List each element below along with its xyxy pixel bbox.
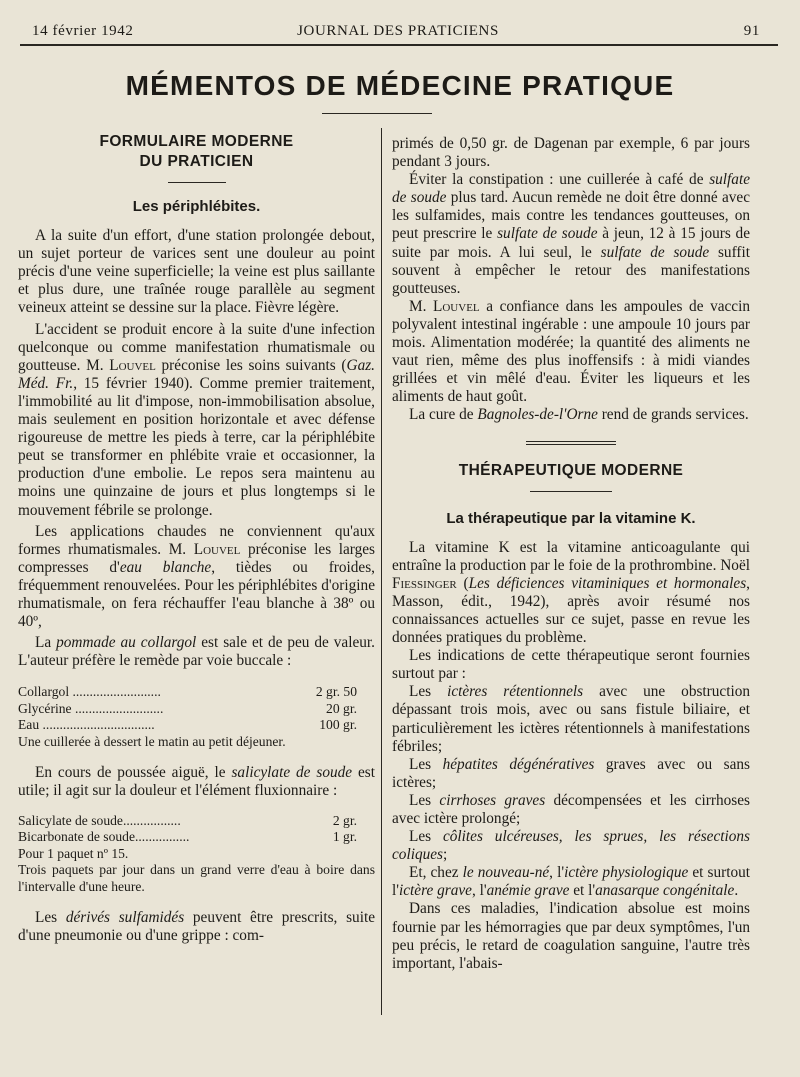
paragraph (392, 539, 750, 648)
emphasis: pommade au collargol (56, 634, 197, 652)
section-rule (530, 491, 612, 492)
section-heading-line-1: FORMULAIRE MODERNE (99, 133, 294, 150)
section-separator (526, 441, 616, 445)
recipe-row (18, 684, 375, 701)
text-run: avec une obstruction dépassant trois mois, avec ou sans fistule biliaire, et particulièrement les ictères rétentionnels à manifestations fébriles; (392, 683, 751, 755)
text-run: à jeun, 12 à 15 jours de suite par mois. A lui seul, le (392, 225, 750, 261)
recipe-table-salicylate (18, 813, 375, 846)
author-name: Louvel (433, 297, 480, 315)
text-run: préconise les soins suivants ( (155, 356, 347, 374)
text-run: est utile; il agit sur la douleur et l'élément fluxionnaire : (18, 764, 375, 800)
paragraph (18, 634, 375, 670)
emphasis: sulfate de soude (600, 243, 710, 261)
text-run: préconise les larges compresses d' (18, 540, 375, 576)
recipe-table-collargol (18, 684, 375, 734)
recipe-row (18, 701, 375, 718)
emphasis: ictère grave (399, 882, 472, 900)
text-run: . (734, 882, 739, 900)
paragraph (392, 756, 750, 792)
header-rule (20, 44, 778, 46)
text-run: , tièdes ou froides, fréquemment renouvelées. Pour les périphlébites d'origine rhumatismale, on fera réchauffer l'eau blanche à 38º ou 40º, (18, 558, 375, 631)
paragraph: Les indications de cette thérapeutique seront fournies surtout par : (392, 647, 750, 683)
author-name: Fiessinger (392, 574, 457, 592)
emphasis: eau blanche (119, 558, 212, 576)
paragraph (392, 864, 750, 900)
text-run: La cure de (409, 406, 478, 424)
text-run: suffit souvent à empêcher le retour des manifestations goutteuses. (392, 243, 750, 297)
paragraph: primés de 0,50 gr. de Dagenan par exemple, 6 par jours pendant 3 jours. (392, 135, 750, 171)
emphasis: ictères rétentionnels (447, 683, 584, 701)
paragraph (18, 321, 375, 520)
recipe-quantity: 20 gr. (326, 700, 357, 716)
text-run: et surtout l' (392, 864, 750, 900)
text-run: est sale et de peu de valeur. L'auteur préfère le remède par voie buccale : (18, 634, 375, 670)
text-run: En cours de poussée aiguë, le (35, 764, 232, 782)
emphasis: côlites ulcéreuses, les sprues, les résections coliques (392, 828, 750, 864)
text-run: Les (409, 755, 443, 773)
recipe-ingredient: Glycérine .......................... (18, 700, 164, 716)
subsection-heading-periphlebites: Les périphlébites. (132, 198, 261, 215)
emphasis: Bagnoles-de-l'Orne (477, 406, 598, 424)
paragraph: Dans ces maladies, l'indication absolue est moins fournie par les hémorragies que par deux symptômes, l'un peu précis, le retard de coagulation sanguine, l'autre très important, l'abais- (392, 900, 750, 972)
text-run: peuvent être prescrits, suite d'une pneumonie ou d'une grippe : com- (18, 909, 375, 945)
text-run: ; (442, 846, 448, 864)
title-rule (322, 113, 432, 114)
recipe-quantity: 1 gr. (332, 829, 357, 845)
paragraph (18, 909, 375, 945)
recipe-note: Pour 1 paquet nº 15. (18, 845, 129, 861)
recipe-row (18, 829, 375, 846)
text-run: graves avec ou sans ictères; (392, 755, 750, 791)
emphasis: hépatites dégénératives (442, 755, 595, 773)
text-run: Et, chez (409, 864, 463, 882)
emphasis: cirrhoses graves (439, 791, 546, 809)
page-title: MÉMENTOS DE MÉDECINE PRATIQUE (125, 70, 675, 101)
text-run: Les (35, 909, 66, 927)
paragraph (392, 406, 750, 424)
emphasis: anasarque congénitale (595, 882, 735, 900)
running-header (26, 20, 770, 44)
recipe-row (18, 813, 375, 830)
journal-name: JOURNAL DES PRATICIENS (297, 23, 499, 39)
text-run: La (35, 634, 57, 652)
text-run: , l' (549, 864, 565, 882)
emphasis: anémie grave (486, 882, 570, 900)
paragraph (392, 792, 750, 828)
emphasis: ictère physiologique (564, 864, 689, 882)
recipe-quantity: 2 gr. (332, 812, 357, 828)
text-run: plus tard. Aucun remède ne doit être donné avec les sulfamides, mais contre les tendances goutteuses, on peut prescrire le (392, 189, 750, 243)
text-run: , 15 février 1940). Comme premier traitement, l'immobilité au lit d'impose, non-immobilisation absolue, mais seulement en position horizontale et avec défense rigoureuse de mettre les pieds à terre, car la périphlébite peut se transformer en phlébite vraie et occasionner, la production d'une embolie. Le repos sera maintenu au moins une quinzaine de jours et plus longtemps si le mouvement fébrile se prolonge. (18, 374, 375, 519)
text-run: et l' (569, 882, 596, 900)
text-run: , l' (471, 882, 487, 900)
right-column (392, 132, 750, 973)
text-run: M. (409, 297, 434, 315)
column-divider (381, 128, 382, 1015)
emphasis: sulfate de soude (392, 171, 750, 207)
section-heading-therapeutique: THÉRAPEUTIQUE MODERNE (458, 461, 684, 479)
recipe-quantity: 100 gr. (319, 717, 357, 733)
reference: Gaz. Méd. Fr. (18, 356, 375, 392)
section-rule (168, 182, 226, 183)
text-run: Les applications chaudes ne conviennent qu'aux formes rhumatismales. M. (18, 522, 375, 558)
text-run: L'accident se produit encore à la suite d'une infection quelconque ou comme manifestation rhumatismale ou goutteuse. M. (18, 320, 375, 374)
text-run: Les (409, 683, 448, 701)
recipe-quantity: 2 gr. 50 (315, 684, 357, 700)
emphasis: sulfate de soude (497, 225, 598, 243)
section-heading-line-2: DU PRATICIEN (139, 153, 254, 170)
paragraph (392, 683, 750, 755)
recipe-ingredient: Collargol .......................... (18, 684, 161, 700)
paragraph (18, 523, 375, 632)
book-title: Les déficiences vitaminiques et hormonales (468, 574, 747, 592)
text-run: décompensées et les cirrhoses avec ictère prolongé; (392, 791, 750, 827)
text-run: rend de grands services. (597, 406, 749, 424)
text-run: a confiance dans les ampoules de vaccin polyvalent intestinal ingérable : une ampoule 10 jours par mois. Alimentation modérée; la quantité des aliments ne vaut rien, même des plus inoffensifs : à midi viandes grillées et vin mêlé d'eau. Éviter les liqueurs et les aliments de haut goût. (392, 297, 750, 406)
text-run: , Masson, édit., 1942), après avoir résumé nos connaissances actuelles sur ce sujet, passe en revue les données pratiques du problème. (392, 574, 750, 647)
text-run: Éviter la constipation : une cuillerée à café de (409, 171, 710, 189)
recipe-note: Une cuillerée à dessert le matin au petit déjeuner. (18, 733, 286, 749)
text-run: La vitamine K est la vitamine anticoagulante qui entraîne la production par le foie de la prothrombine. Noël (392, 538, 750, 574)
paragraph (18, 764, 375, 800)
text-run: Les (409, 828, 443, 846)
author-name: Louvel (109, 356, 156, 374)
recipe-ingredient: Eau ................................. (18, 717, 155, 733)
paragraph: A la suite d'un effort, d'une station prolongée debout, un sujet porteur de varices sent une douleur au point précis d'une veine superficielle; la veine est plus saillante et plus dure, une traînée rouge parallèle au segment veineux atteint se dessine sur la place. Fièvre légère. (18, 227, 375, 317)
section-heading-formulaire (18, 132, 375, 172)
text-run: Les (409, 791, 440, 809)
paragraph (392, 171, 750, 298)
issue-date: 14 février 1942 (32, 23, 134, 39)
emphasis: salicylate de soude (231, 764, 353, 782)
paragraph (392, 828, 750, 864)
subsection-heading-vitamine-k: La thérapeutique par la vitamine K. (446, 509, 696, 527)
text-run: ( (456, 574, 469, 592)
emphasis: le nouveau-né (462, 864, 550, 882)
recipe-ingredient: Salicylate de soude................. (18, 812, 181, 828)
emphasis: dérivés sulfamidés (65, 909, 185, 927)
paragraph (392, 298, 750, 407)
page-number: 91 (743, 23, 760, 39)
recipe-ingredient: Bicarbonate de soude................ (18, 829, 190, 845)
left-column (18, 132, 375, 945)
recipe-row (18, 717, 375, 734)
recipe-note: Trois paquets par jour dans un grand verre d'eau à boire dans l'intervalle d'une heure. (18, 862, 375, 894)
author-name: Louvel (193, 540, 241, 558)
